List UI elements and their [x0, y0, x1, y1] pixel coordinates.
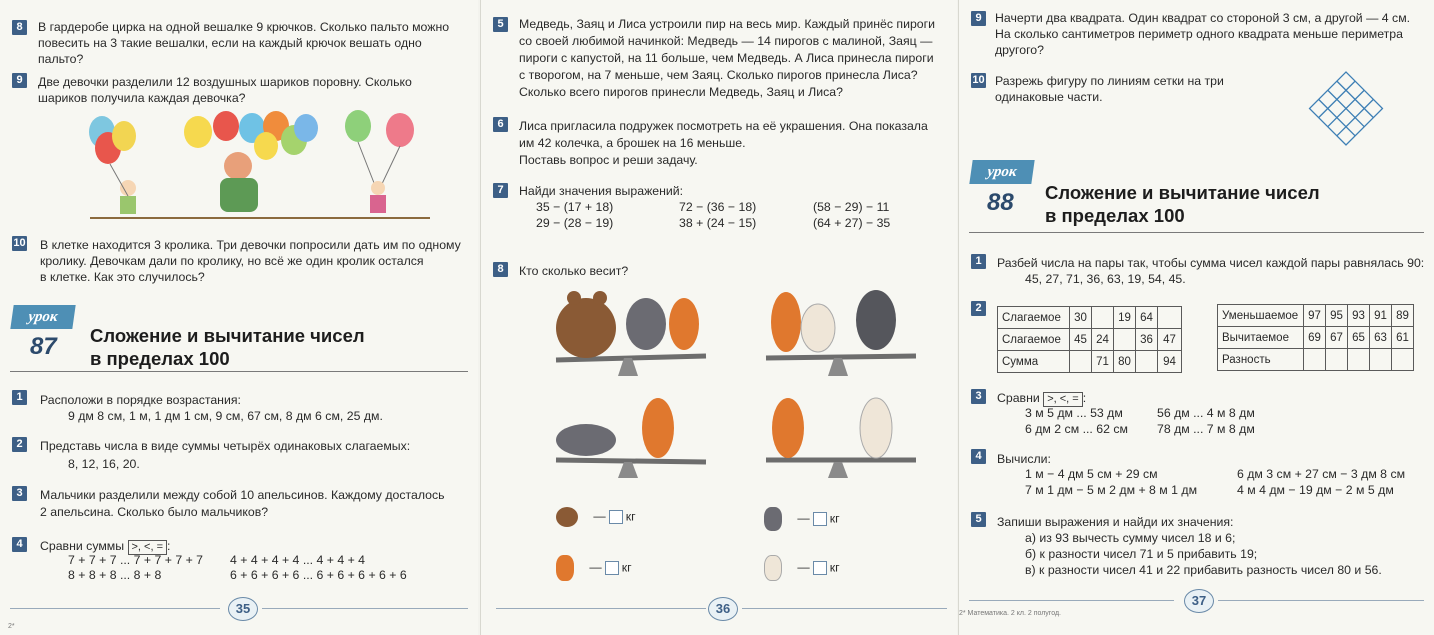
task-text: 8, 12, 16, 20.	[68, 457, 140, 471]
task-text: В гардеробе цирка на одной вешалке 9 крючков. Сколько пальто можно	[38, 20, 450, 34]
hare-icon	[801, 304, 835, 352]
lesson-badge: урок	[10, 305, 75, 329]
expression: (58 − 29) − 11	[813, 200, 890, 214]
table-cell: 47	[1158, 329, 1182, 351]
compare-signs-box: >, <, =	[128, 540, 168, 555]
task-text: пироги с капустой, на 11 больше, чем Медведь. А Лиса принесла пироги	[519, 51, 934, 65]
table-cell: 93	[1348, 305, 1370, 327]
expression: 6 + 6 + 6 + 6 ... 6 + 6 + 6 + 6 + 6	[230, 568, 407, 582]
answer-row-wolf: — кг	[764, 507, 840, 531]
expression: 4 + 4 + 4 + 4 ... 4 + 4 + 4	[230, 553, 366, 567]
page-37	[958, 0, 1434, 635]
wolf-icon	[556, 424, 616, 456]
answer-box[interactable]	[813, 561, 827, 575]
scales-illustration	[546, 280, 926, 480]
task-number-badge: 1	[971, 254, 986, 269]
table-cell: 69	[1304, 327, 1326, 349]
expression: 1 м − 4 дм 5 см + 29 см	[1025, 467, 1158, 481]
wolf-icon	[856, 290, 896, 350]
task-number-badge: 5	[971, 512, 986, 527]
table-cell[interactable]	[1326, 349, 1348, 371]
divider-line	[10, 371, 468, 372]
task-text: Сравни	[997, 391, 1040, 405]
footer-line	[969, 600, 1174, 601]
fox-icon	[642, 398, 674, 458]
subtraction-table	[1217, 304, 1414, 371]
task-number-badge: 8	[12, 20, 27, 35]
table-cell: 95	[1326, 305, 1348, 327]
task-text: пальто?	[38, 52, 84, 66]
fox-icon	[771, 292, 801, 352]
expression: 6 дм 3 см + 27 см − 3 дм 8 см	[1237, 467, 1406, 481]
footer-line	[496, 608, 706, 609]
scale-left-top	[556, 291, 706, 376]
table-cell: 64	[1136, 307, 1158, 329]
task-text: Сравни суммы	[40, 539, 125, 553]
bear-icon	[556, 298, 616, 358]
table-cell: 65	[1348, 327, 1370, 349]
lesson-title: Сложение и вычитание чисел	[90, 325, 365, 346]
table-cell: 45	[1070, 329, 1092, 351]
unit-label: кг	[621, 560, 632, 575]
man-head-icon	[224, 152, 252, 180]
answer-box[interactable]	[609, 510, 623, 524]
task-text: Две девочки разделили 12 воздушных шариков поровну. Сколько	[38, 75, 412, 89]
table-row	[1218, 327, 1414, 349]
scale-left-bottom	[556, 398, 706, 478]
task-text: Лиса пригласила подружек посмотреть на её украшения. Она показала	[519, 119, 928, 133]
hare-icon	[764, 555, 782, 581]
answer-row-fox: — кг	[556, 555, 632, 581]
expression: 35 − (17 + 18)	[536, 200, 614, 214]
task-text: Начерти два квадрата. Один квадрат со стороной 3 см, а другой — 4 см.	[995, 11, 1411, 25]
table-cell[interactable]	[1370, 349, 1392, 371]
task-text: шариков получила каждая девочка?	[38, 91, 246, 105]
task-text: им 42 колечка, а брошек на 16 меньше.	[519, 136, 746, 150]
answer-box[interactable]	[605, 561, 619, 575]
table-cell[interactable]	[1114, 329, 1136, 351]
task-number-badge: 9	[971, 11, 986, 26]
task-text: в) к разности чисел 41 и 22 прибавить разность чисел 80 и 56.	[1025, 563, 1382, 577]
page-number: 37	[1184, 589, 1214, 613]
task-number-badge: 2	[12, 437, 27, 452]
lesson-title: Сложение и вычитание чисел	[1045, 182, 1320, 203]
scale-right-top	[766, 290, 916, 376]
row-label: Слагаемое	[998, 307, 1070, 329]
girl-head-icon	[371, 181, 385, 195]
task-number-badge: 5	[493, 17, 508, 32]
footer-line	[262, 608, 468, 609]
task-text: повесить на 3 такие вешалки, если на каждый крючок вешать одно	[38, 36, 422, 50]
table-cell[interactable]	[1092, 307, 1114, 329]
task-text: другого?	[995, 43, 1044, 57]
grid-figure	[1291, 70, 1401, 158]
fox-icon	[556, 555, 574, 581]
task-text: Разбей числа на пары так, чтобы сумма чисел каждой пары равнялась 90:	[997, 256, 1425, 270]
bear-icon	[556, 507, 578, 527]
girl-body-icon	[120, 196, 136, 214]
answer-row-hare: — кг	[764, 555, 840, 581]
fox-icon	[669, 298, 699, 350]
task-text: а) из 93 вычесть сумму чисел 18 и 6;	[1025, 531, 1236, 545]
table-row	[998, 351, 1182, 373]
table-cell: 94	[1158, 351, 1182, 373]
task-text: Разрежь фигуру по линиям сетки на три	[995, 74, 1224, 88]
expression: 78 дм ... 7 м 8 дм	[1157, 422, 1255, 436]
task-number-badge: 2	[971, 301, 986, 316]
task-text: В клетке находится 3 кролика. Три девочки попросили дать им по одному	[40, 238, 461, 252]
expression: 7 + 7 + 7 ... 7 + 7 + 7 + 7	[68, 553, 204, 567]
expression: (64 + 27) − 35	[813, 216, 891, 230]
table-row	[998, 329, 1182, 351]
task-text: 45, 27, 71, 36, 63, 19, 54, 45.	[1025, 272, 1186, 286]
task-text: Найди значения выражений:	[519, 184, 684, 198]
scale-right-bottom	[766, 398, 916, 478]
task-number-badge: 10	[972, 74, 985, 86]
lesson-number: 87	[30, 333, 57, 360]
wolf-icon	[764, 507, 782, 531]
expression: 8 + 8 + 8 ... 8 + 8	[68, 568, 162, 582]
task-text: кролику. Девочкам дали по кролику, но всё же один кролик остался	[40, 254, 424, 268]
table-cell[interactable]	[1392, 349, 1414, 371]
table-cell[interactable]	[1070, 351, 1092, 373]
girl-head-icon	[120, 180, 136, 196]
task-text: Поставь вопрос и реши задачу.	[519, 153, 698, 167]
task-number-badge: 7	[493, 183, 508, 198]
table-cell: 91	[1370, 305, 1392, 327]
page-number: 35	[228, 597, 258, 621]
expression: 7 м 1 дм − 5 м 2 дм + 8 м 1 дм	[1025, 483, 1198, 497]
row-label: Разность	[1218, 349, 1304, 371]
task-text: Кто сколько весит?	[519, 264, 629, 278]
expression: 29 − (28 − 19)	[536, 216, 614, 230]
task-number-badge: 4	[12, 537, 27, 552]
table-row	[1218, 305, 1414, 327]
task-number-badge: 4	[971, 449, 986, 464]
table-row	[1218, 349, 1414, 371]
task-text: Медведь, Заяц и Лиса устроили пир на весь мир. Каждый принёс пироги	[519, 17, 935, 31]
man-body-icon	[220, 178, 258, 212]
table-cell: 36	[1136, 329, 1158, 351]
balloon-icon	[184, 111, 318, 160]
task-text: Мальчики разделили между собой 10 апельсинов. Каждому досталось	[40, 488, 445, 502]
unit-label: кг	[829, 511, 840, 526]
row-label: Сумма	[998, 351, 1070, 373]
expression: 38 + (24 − 15)	[679, 216, 757, 230]
footnote: 2* Математика. 2 кл. 2 полугод.	[959, 610, 1061, 617]
lesson-number: 88	[987, 189, 1014, 216]
hare-icon	[860, 398, 892, 458]
balloons-illustration	[80, 108, 440, 220]
table-cell: 30	[1070, 307, 1092, 329]
fox-icon	[772, 398, 804, 458]
table-cell[interactable]	[1304, 349, 1326, 371]
addition-table	[997, 306, 1182, 373]
table-cell: 80	[1114, 351, 1136, 373]
wolf-icon	[626, 298, 666, 350]
task-text: 2 апельсина. Сколько было мальчиков?	[40, 505, 269, 519]
task-text: Представь числа в виде суммы четырёх одинаковых слагаемых:	[40, 439, 411, 453]
task-number-badge: 1	[12, 390, 27, 405]
table-cell: 89	[1392, 305, 1414, 327]
divider-line	[969, 232, 1424, 233]
footer-line	[10, 608, 220, 609]
task-number-badge: 3	[12, 486, 27, 501]
table-cell: 63	[1370, 327, 1392, 349]
task-number-badge: 9	[12, 73, 27, 88]
task-text: одинаковые части.	[995, 90, 1103, 104]
table-cell: 97	[1304, 305, 1326, 327]
answer-box[interactable]	[813, 512, 827, 526]
expression: 72 − (36 − 18)	[679, 200, 757, 214]
expression: 4 м 4 дм − 19 дм − 2 м 5 дм	[1237, 483, 1394, 497]
task-number-badge: 10	[13, 237, 26, 249]
task-text: с творогом, на 7 меньше, чем Заяц. Сколько пирогов принесла Лиса?	[519, 68, 918, 82]
task-text: Расположи в порядке возрастания:	[40, 393, 241, 407]
task-text: Сколько всего пирогов принесли Медведь, Заяц и Лиса?	[519, 85, 843, 99]
task-text: Вычисли:	[997, 452, 1051, 466]
answer-row-bear: — кг	[556, 507, 636, 527]
lesson-badge: урок	[969, 160, 1034, 184]
task-text: со своей любимой начинкой: Медведь — 14 пирогов с малиной, Заяц —	[519, 34, 933, 48]
page-35	[0, 0, 478, 635]
task-text: в клетке. Как это случилось?	[40, 270, 205, 284]
balloon-icon	[345, 110, 414, 147]
task-text: На сколько сантиметров периметр одного квадрата меньше периметра	[995, 27, 1403, 41]
page-number: 36	[708, 597, 738, 621]
footnote: 2*	[8, 623, 15, 630]
expression: 56 дм ... 4 м 8 дм	[1157, 406, 1255, 420]
table-cell[interactable]	[1348, 349, 1370, 371]
footer-line	[1218, 600, 1424, 601]
table-cell: 24	[1092, 329, 1114, 351]
compare-signs-box: >, <, =	[1043, 392, 1083, 407]
table-cell: 71	[1092, 351, 1114, 373]
task-text: б) к разности чисел 71 и 5 прибавить 19;	[1025, 547, 1258, 561]
lesson-title: в пределах 100	[90, 348, 230, 369]
girl-body-icon	[370, 195, 386, 213]
task-text: Запиши выражения и найди их значения:	[997, 515, 1234, 529]
table-cell: 61	[1392, 327, 1414, 349]
task-number-badge: 6	[493, 117, 508, 132]
colon: :	[167, 539, 171, 553]
task-number-badge: 3	[971, 389, 986, 404]
table-row	[998, 307, 1182, 329]
table-cell[interactable]	[1136, 351, 1158, 373]
row-label: Вычитаемое	[1218, 327, 1304, 349]
lesson-title: в пределах 100	[1045, 205, 1185, 226]
task-number-badge: 8	[493, 262, 508, 277]
table-cell[interactable]	[1158, 307, 1182, 329]
page-36	[480, 0, 957, 635]
balloon-icon	[89, 116, 136, 164]
unit-label: кг	[829, 560, 840, 575]
task-text: 9 дм 8 см, 1 м, 1 дм 1 см, 9 см, 67 см, 8 дм 6 см, 25 дм.	[68, 409, 383, 423]
table-cell: 67	[1326, 327, 1348, 349]
expression: 6 дм 2 см ... 62 см	[1025, 422, 1128, 436]
row-label: Уменьшаемое	[1218, 305, 1304, 327]
unit-label: кг	[625, 509, 636, 524]
row-label: Слагаемое	[998, 329, 1070, 351]
expression: 3 м 5 дм ... 53 дм	[1025, 406, 1123, 420]
footer-line	[742, 608, 947, 609]
colon: :	[1082, 391, 1087, 405]
table-cell: 19	[1114, 307, 1136, 329]
